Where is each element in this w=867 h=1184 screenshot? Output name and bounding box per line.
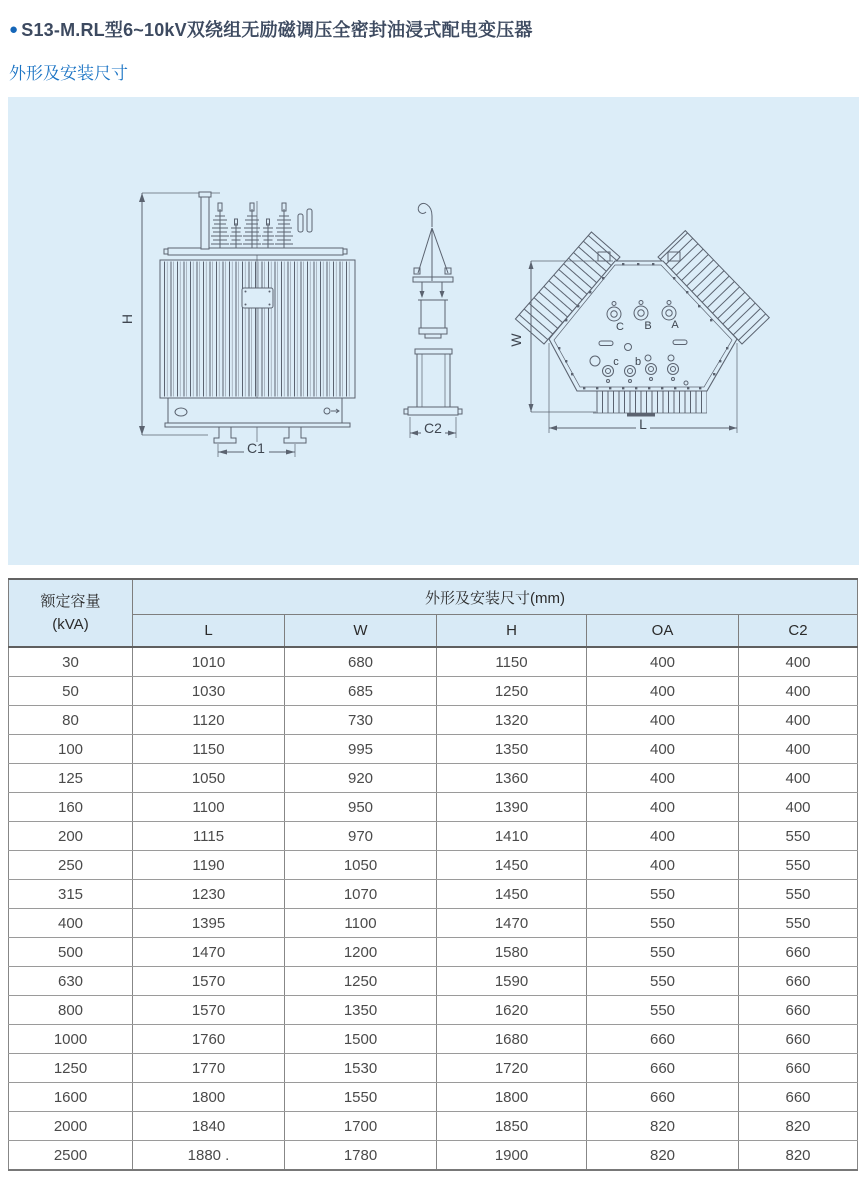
- table-cell-C2: 820: [739, 1112, 858, 1141]
- table-cell-W: 970: [285, 822, 437, 851]
- table-cell-kva: 630: [9, 967, 133, 996]
- table-cell-kva: 30: [9, 647, 133, 677]
- table-cell-L: 1880 .: [133, 1141, 285, 1171]
- table-cell-W: 1050: [285, 851, 437, 880]
- table-cell-W: 1780: [285, 1141, 437, 1171]
- table-cell-H: 1320: [437, 706, 587, 735]
- header-col-L: L: [133, 615, 285, 648]
- table-cell-W: 1200: [285, 938, 437, 967]
- table-cell-H: 1150: [437, 647, 587, 677]
- table-cell-L: 1230: [133, 880, 285, 909]
- table-cell-H: 1250: [437, 677, 587, 706]
- table-cell-kva: 160: [9, 793, 133, 822]
- phase-label-B: B: [644, 320, 652, 332]
- table-cell-H: 1450: [437, 880, 587, 909]
- table-cell-W: 1070: [285, 880, 437, 909]
- table-cell-W: 1350: [285, 996, 437, 1025]
- table-cell-H: 1410: [437, 822, 587, 851]
- table-cell-OA: 400: [587, 706, 739, 735]
- table-cell-H: 1360: [437, 764, 587, 793]
- table-cell-kva: 315: [9, 880, 133, 909]
- phase-label-A: A: [671, 319, 679, 331]
- table-cell-H: 1800: [437, 1083, 587, 1112]
- table-row: [9, 880, 858, 909]
- table-cell-kva: 1600: [9, 1083, 133, 1112]
- table-cell-W: 1530: [285, 1054, 437, 1083]
- table-cell-W: 1250: [285, 967, 437, 996]
- bullet-icon: ●: [9, 20, 19, 38]
- table-row: [9, 793, 858, 822]
- table-cell-kva: 800: [9, 996, 133, 1025]
- table-row: [9, 764, 858, 793]
- table-cell-L: 1120: [133, 706, 285, 735]
- table-cell-H: 1720: [437, 1054, 587, 1083]
- table-cell-H: 1590: [437, 967, 587, 996]
- table-cell-H: 1620: [437, 996, 587, 1025]
- table-cell-kva: 80: [9, 706, 133, 735]
- dim-label-h: H: [119, 313, 135, 325]
- table-cell-kva: 125: [9, 764, 133, 793]
- table-cell-L: 1760: [133, 1025, 285, 1054]
- table-cell-W: 730: [285, 706, 437, 735]
- table-cell-H: 1580: [437, 938, 587, 967]
- table-cell-kva: 1250: [9, 1054, 133, 1083]
- dim-label-l: L: [639, 416, 647, 432]
- table-cell-H: 1470: [437, 909, 587, 938]
- table-cell-OA: 400: [587, 822, 739, 851]
- table-cell-C2: 550: [739, 909, 858, 938]
- header-col-OA: OA: [587, 615, 739, 648]
- table-cell-W: 1100: [285, 909, 437, 938]
- lv-bushing-front: [230, 209, 312, 248]
- table-cell-L: 1570: [133, 967, 285, 996]
- table-cell-kva: 1000: [9, 1025, 133, 1054]
- table-cell-C2: 660: [739, 1025, 858, 1054]
- table-cell-W: 995: [285, 735, 437, 764]
- table-cell-kva: 250: [9, 851, 133, 880]
- table-cell-C2: 820: [739, 1141, 858, 1171]
- table-row: [9, 851, 858, 880]
- table-cell-OA: 400: [587, 793, 739, 822]
- header-col-W: W: [285, 615, 437, 648]
- table-row: [9, 1141, 858, 1171]
- table-cell-C2: 660: [739, 938, 858, 967]
- table-row: [9, 1083, 858, 1112]
- table-cell-C2: 660: [739, 996, 858, 1025]
- table-cell-C2: 660: [739, 1083, 858, 1112]
- table-cell-OA: 400: [587, 677, 739, 706]
- table-cell-C2: 550: [739, 851, 858, 880]
- header-rated-capacity: [9, 579, 133, 647]
- dim-label-w: W: [508, 333, 524, 347]
- table-row: [9, 647, 858, 677]
- front-view-drawing: [119, 192, 355, 457]
- table-cell-OA: 400: [587, 764, 739, 793]
- table-cell-OA: 400: [587, 735, 739, 764]
- table-cell-C2: 550: [739, 822, 858, 851]
- table-cell-W: 685: [285, 677, 437, 706]
- table-cell-H: 1390: [437, 793, 587, 822]
- table-row: [9, 909, 858, 938]
- header-rated-capacity-line1: 额定容量: [40, 592, 101, 610]
- table-cell-kva: 100: [9, 735, 133, 764]
- table-cell-OA: 550: [587, 938, 739, 967]
- table-cell-C2: 400: [739, 706, 858, 735]
- table-cell-kva: 2000: [9, 1112, 133, 1141]
- table-cell-L: 1190: [133, 851, 285, 880]
- table-cell-H: 1350: [437, 735, 587, 764]
- table-row: [9, 1112, 858, 1141]
- table-cell-kva: 2500: [9, 1141, 133, 1171]
- drawing-panel: [8, 97, 859, 565]
- hv-bushing-front: [211, 203, 293, 248]
- table-cell-H: 1850: [437, 1112, 587, 1141]
- table-cell-C2: 660: [739, 1054, 858, 1083]
- table-cell-L: 1115: [133, 822, 285, 851]
- table-row: [9, 706, 858, 735]
- table-cell-W: 680: [285, 647, 437, 677]
- table-cell-L: 1770: [133, 1054, 285, 1083]
- table-cell-OA: 660: [587, 1025, 739, 1054]
- table-cell-L: 1570: [133, 996, 285, 1025]
- table-cell-H: 1680: [437, 1025, 587, 1054]
- table-cell-L: 1030: [133, 677, 285, 706]
- table-cell-C2: 400: [739, 647, 858, 677]
- table-cell-W: 920: [285, 764, 437, 793]
- table-cell-C2: 400: [739, 677, 858, 706]
- table-row: [9, 996, 858, 1025]
- table-cell-OA: 400: [587, 647, 739, 677]
- side-view-drawing: [404, 203, 462, 438]
- table-cell-L: 1010: [133, 647, 285, 677]
- table-row: [9, 967, 858, 996]
- header-col-H: H: [437, 615, 587, 648]
- phase-label-c: c: [613, 356, 619, 368]
- table-cell-C2: 400: [739, 764, 858, 793]
- top-view-drawing: [508, 231, 769, 433]
- table-cell-H: 1900: [437, 1141, 587, 1171]
- page-title-text: S13-M.RL型6~10kV双绕组无励磁调压全密封油浸式配电变压器: [21, 20, 533, 40]
- table-row: [9, 938, 858, 967]
- table-cell-L: 1100: [133, 793, 285, 822]
- table-row: [9, 1054, 858, 1083]
- table-cell-OA: 820: [587, 1112, 739, 1141]
- table-row: [9, 735, 858, 764]
- table-cell-OA: 820: [587, 1141, 739, 1171]
- phase-label-b: b: [634, 356, 642, 368]
- table-row: [9, 822, 858, 851]
- table-cell-OA: 550: [587, 880, 739, 909]
- table-cell-OA: 660: [587, 1083, 739, 1112]
- table-cell-kva: 500: [9, 938, 133, 967]
- table-row: [9, 677, 858, 706]
- table-cell-L: 1800: [133, 1083, 285, 1112]
- table-cell-kva: 400: [9, 909, 133, 938]
- table-cell-OA: 400: [587, 851, 739, 880]
- table-cell-W: 1700: [285, 1112, 437, 1141]
- table-cell-W: 950: [285, 793, 437, 822]
- dimensions-table: [8, 578, 858, 1171]
- dim-label-c1: C1: [247, 440, 265, 456]
- table-body: [9, 647, 858, 1170]
- technical-drawing: [8, 97, 859, 565]
- table-cell-L: 1150: [133, 735, 285, 764]
- dim-label-c2: C2: [424, 420, 442, 436]
- table-cell-H: 1450: [437, 851, 587, 880]
- table-row: [9, 1025, 858, 1054]
- header-group-dimensions: 外形及安装尺寸(mm): [133, 579, 858, 615]
- table-cell-kva: 50: [9, 677, 133, 706]
- table-cell-L: 1840: [133, 1112, 285, 1141]
- header-rated-capacity-line2: (kVA): [52, 616, 89, 633]
- table-cell-OA: 550: [587, 909, 739, 938]
- table-cell-OA: 550: [587, 996, 739, 1025]
- table-cell-L: 1050: [133, 764, 285, 793]
- header-col-C2: C2: [739, 615, 858, 648]
- table-cell-W: 1500: [285, 1025, 437, 1054]
- table-cell-L: 1395: [133, 909, 285, 938]
- phase-label-C: C: [616, 321, 624, 333]
- table-header: [9, 579, 858, 647]
- table-cell-kva: 200: [9, 822, 133, 851]
- table-cell-C2: 400: [739, 793, 858, 822]
- page-title: [9, 16, 533, 42]
- table-cell-L: 1470: [133, 938, 285, 967]
- table-cell-OA: 550: [587, 967, 739, 996]
- section-heading: 外形及安装尺寸: [9, 64, 128, 83]
- table-cell-C2: 400: [739, 735, 858, 764]
- table-cell-C2: 550: [739, 880, 858, 909]
- table-cell-W: 1550: [285, 1083, 437, 1112]
- table-cell-C2: 660: [739, 967, 858, 996]
- table-cell-OA: 660: [587, 1054, 739, 1083]
